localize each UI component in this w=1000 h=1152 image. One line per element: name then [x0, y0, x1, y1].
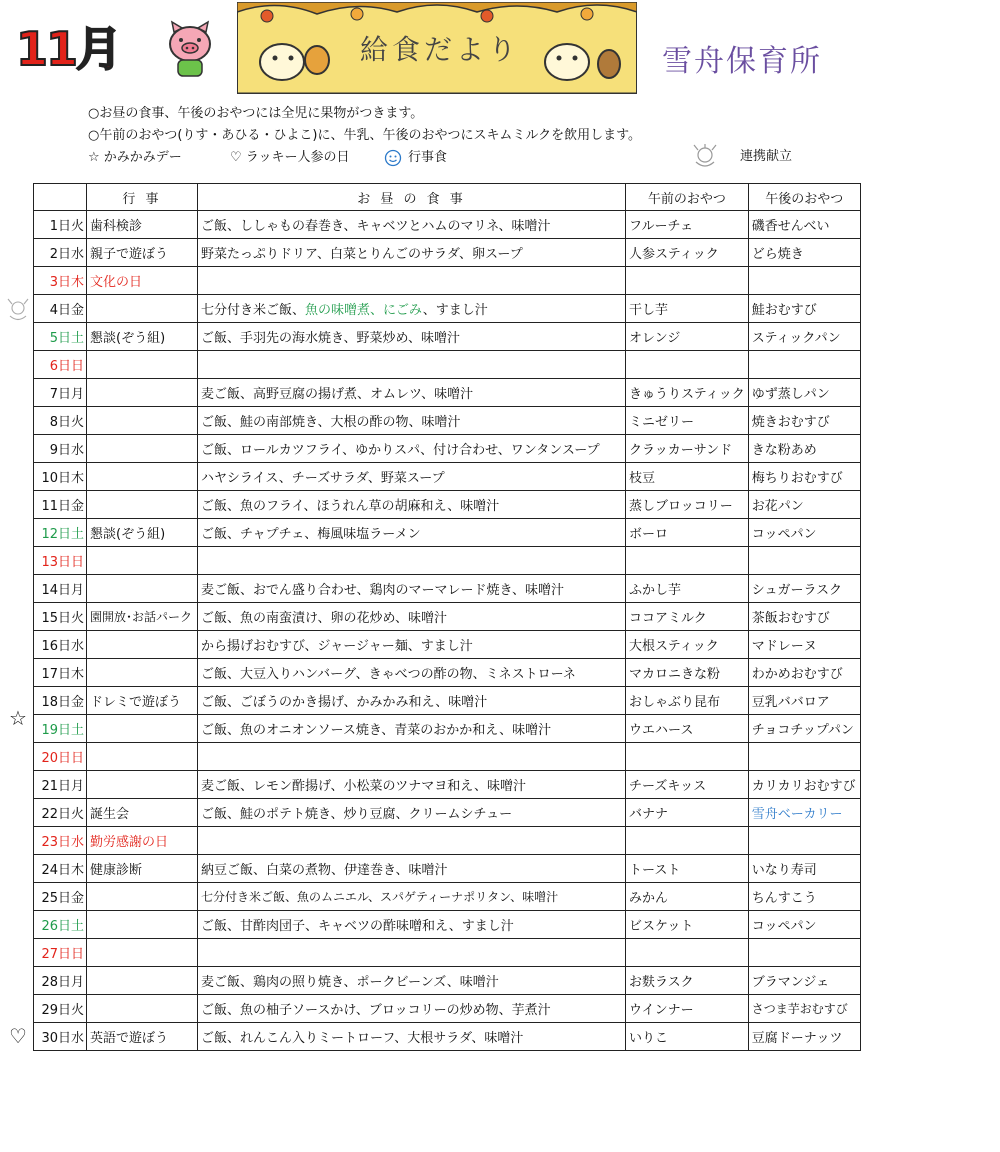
table-row: [34, 743, 861, 771]
event-cell: 誕生会: [87, 799, 198, 827]
lunch-cell: [198, 295, 626, 323]
event-cell: 英語で遊ぼう: [87, 1023, 198, 1051]
legend-renkei: [690, 144, 792, 170]
lunch-cell: 麦ご飯、レモン酢揚げ、小松菜のツナマヨ和え、味噌汁: [198, 771, 626, 799]
lunch-cell: ご飯、大豆入りハンバーグ、きゃべつの酢の物、ミネストローネ: [198, 659, 626, 687]
event-cell: [87, 491, 198, 519]
am-snack-cell: [626, 547, 749, 575]
pm-snack-cell: [748, 827, 860, 855]
am-snack-cell: 枝豆: [626, 463, 749, 491]
am-snack-cell: トースト: [626, 855, 749, 883]
renkei-marker-icon: [6, 296, 30, 324]
am-snack-cell: オレンジ: [626, 323, 749, 351]
legend-lucky: [230, 148, 350, 168]
pm-snack-cell: わかめおむすび: [748, 659, 860, 687]
day-cell: 21日月: [34, 771, 87, 799]
pm-snack-cell: 豆乳ババロア: [748, 687, 860, 715]
table-row: [34, 855, 861, 883]
am-snack-cell: [626, 743, 749, 771]
pm-snack-cell: コッペパン: [748, 911, 860, 939]
day-cell: 8日火: [34, 407, 87, 435]
day-cell: 17日木: [34, 659, 87, 687]
lunch-cell: から揚げおむすび、ジャージャー麺、すまし汁: [198, 631, 626, 659]
pm-snack-cell: 焼きおむすび: [748, 407, 860, 435]
newsletter-banner: [237, 2, 637, 94]
lunch-part: 七分付き米ご飯、: [201, 303, 306, 318]
day-cell: 14日月: [34, 575, 87, 603]
lunch-part-highlight: 魚の味噌煮、にごみ: [305, 303, 423, 318]
lunch-part: 、すまし汁: [422, 303, 488, 318]
pm-snack-cell: 豆腐ドーナッツ: [748, 1023, 860, 1051]
table-row: [34, 519, 861, 547]
event-cell: [87, 883, 198, 911]
event-cell: [87, 379, 198, 407]
lunch-cell: [198, 547, 626, 575]
pm-snack-cell: カリカリおむすび: [748, 771, 860, 799]
am-snack-cell: [626, 267, 749, 295]
day-cell: 22日火: [34, 799, 87, 827]
day-cell: 23日水: [34, 827, 87, 855]
table-row: [34, 967, 861, 995]
pm-snack-cell: チョコチップパン: [748, 715, 860, 743]
am-snack-cell: 干し芋: [626, 295, 749, 323]
table-row: [34, 239, 861, 267]
event-cell: 文化の日: [87, 267, 198, 295]
table-row: [34, 911, 861, 939]
day-cell: 10日木: [34, 463, 87, 491]
table-header-row: [34, 184, 861, 211]
table-row: [34, 211, 861, 239]
table-row: [34, 771, 861, 799]
day-cell: 28日月: [34, 967, 87, 995]
pm-snack-cell: 磯香せんべい: [748, 211, 860, 239]
event-cell: 歯科検診: [87, 211, 198, 239]
pm-snack-cell: シュガーラスク: [748, 575, 860, 603]
pm-snack-cell: スティックパン: [748, 323, 860, 351]
legend-renkei-label: 連携献立: [740, 149, 793, 164]
am-snack-cell: チーズキッス: [626, 771, 749, 799]
lunch-cell: ご飯、甘酢肉団子、キャベツの酢味噌和え、すまし汁: [198, 911, 626, 939]
day-cell: 29日火: [34, 995, 87, 1023]
event-cell: [87, 967, 198, 995]
am-snack-cell: きゅうりスティック: [626, 379, 749, 407]
event-cell: [87, 911, 198, 939]
lunch-cell: ご飯、魚のオニオンソース焼き、青菜のおかか和え、味噌汁: [198, 715, 626, 743]
day-cell: 16日水: [34, 631, 87, 659]
pm-snack-cell: ゆず蒸しパン: [748, 379, 860, 407]
am-snack-cell: ボーロ: [626, 519, 749, 547]
am-snack-cell: [626, 351, 749, 379]
day-cell: 12日土: [34, 519, 87, 547]
am-snack-cell: クラッカーサンド: [626, 435, 749, 463]
smiley-icon: [384, 149, 402, 167]
lunch-cell: ご飯、鮭のポテト焼き、炒り豆腐、クリームシチュー: [198, 799, 626, 827]
table-row: [34, 687, 861, 715]
day-cell: 4日金: [34, 295, 87, 323]
table-row: [34, 799, 861, 827]
am-snack-cell: 蒸しブロッコリー: [626, 491, 749, 519]
table-row: [34, 267, 861, 295]
day-cell: 15日火: [34, 603, 87, 631]
note-milk: ○午前のおやつ(りす・あひる・ひよこ)に、牛乳、午後のおやつにスキムミルクを飲用します。: [88, 128, 642, 143]
lunch-cell: 七分付き米ご飯、魚のムニエル、スパゲティーナポリタン、味噌汁: [198, 883, 626, 911]
day-cell: 18日金: [34, 687, 87, 715]
event-cell: [87, 463, 198, 491]
am-snack-cell: お麩ラスク: [626, 967, 749, 995]
day-cell: 2日水: [34, 239, 87, 267]
table-row: [34, 603, 861, 631]
pm-snack-cell: マドレーヌ: [748, 631, 860, 659]
event-cell: [87, 659, 198, 687]
table-row: [34, 435, 861, 463]
day-cell: 11日金: [34, 491, 87, 519]
pm-snack-cell: [748, 267, 860, 295]
pm-snack-cell: 梅ちりおむすび: [748, 463, 860, 491]
table-row: [34, 295, 861, 323]
event-cell: [87, 575, 198, 603]
pm-snack-cell: さつま芋おむすび: [748, 995, 860, 1023]
pm-snack-cell: [748, 939, 860, 967]
pm-snack-cell: [748, 351, 860, 379]
table-row: [34, 883, 861, 911]
event-cell: 健康診断: [87, 855, 198, 883]
am-snack-cell: 大根スティック: [626, 631, 749, 659]
note-fruit: ○お昼の食事、午後のおやつには全児に果物がつきます。: [88, 106, 424, 121]
pm-snack-cell: いなり寿司: [748, 855, 860, 883]
day-cell: 24日木: [34, 855, 87, 883]
event-cell: 懇談(ぞう組): [87, 323, 198, 351]
lunch-cell: ご飯、魚のフライ、ほうれん草の胡麻和え、味噌汁: [198, 491, 626, 519]
day-cell: 27日日: [34, 939, 87, 967]
lunch-cell: ご飯、ロールカツフライ、ゆかりスパ、付け合わせ、ワンタンスープ: [198, 435, 626, 463]
day-cell: 30日水: [34, 1023, 87, 1051]
table-row: [34, 323, 861, 351]
lunch-cell: [198, 939, 626, 967]
banner-title: 給食だより: [359, 33, 520, 66]
event-cell: [87, 435, 198, 463]
lunch-cell: [198, 743, 626, 771]
event-cell: ドレミで遊ぼう: [87, 687, 198, 715]
day-cell: 5日土: [34, 323, 87, 351]
event-cell: [87, 351, 198, 379]
header-am-snack: 午前のおやつ: [626, 184, 749, 211]
day-cell: 26日土: [34, 911, 87, 939]
table-row: [34, 575, 861, 603]
legend-event-meal-label: 行事食: [408, 150, 448, 165]
month-logo: [16, 18, 206, 88]
table-row: [34, 1023, 861, 1051]
event-cell: [87, 631, 198, 659]
table-row: [34, 351, 861, 379]
am-snack-cell: ビスケット: [626, 911, 749, 939]
legend-kamikami: [88, 148, 182, 168]
event-cell: 懇談(ぞう組): [87, 519, 198, 547]
lunch-cell: 野菜たっぷりドリア、白菜とりんごのサラダ、卵スープ: [198, 239, 626, 267]
menu-table: [33, 183, 861, 1051]
lunch-cell: 納豆ご飯、白菜の煮物、伊達巻き、味噌汁: [198, 855, 626, 883]
lunch-cell: [198, 267, 626, 295]
lunch-cell: ご飯、れんこん入りミートローフ、大根サラダ、味噌汁: [198, 1023, 626, 1051]
kamikami-star-marker: ☆: [9, 706, 27, 730]
legend-kamikami-label: ☆ かみかみデー: [88, 150, 182, 165]
lunch-cell: [198, 827, 626, 855]
day-cell: 6日日: [34, 351, 87, 379]
pm-snack-cell: 雪舟ベーカリー: [748, 799, 860, 827]
renkei-character-icon: [690, 144, 720, 170]
pm-snack-cell: [748, 743, 860, 771]
event-cell: [87, 715, 198, 743]
header-lunch: お 昼 の 食 事: [198, 184, 626, 211]
am-snack-cell: バナナ: [626, 799, 749, 827]
am-snack-cell: みかん: [626, 883, 749, 911]
am-snack-cell: マカロニきな粉: [626, 659, 749, 687]
day-cell: 7日月: [34, 379, 87, 407]
lunch-cell: ご飯、ししゃもの春巻き、キャベツとハムのマリネ、味噌汁: [198, 211, 626, 239]
lunch-cell: ご飯、魚の南蛮漬け、卵の花炒め、味噌汁: [198, 603, 626, 631]
lunch-cell: 麦ご飯、鶏肉の照り焼き、ポークビーンズ、味噌汁: [198, 967, 626, 995]
day-cell: 19日土: [34, 715, 87, 743]
pm-snack-cell: 鮭おむすび: [748, 295, 860, 323]
header-event: 行 事: [87, 184, 198, 211]
event-cell: [87, 743, 198, 771]
event-cell: 親子で遊ぼう: [87, 239, 198, 267]
event-cell: [87, 771, 198, 799]
pm-snack-cell: きな粉あめ: [748, 435, 860, 463]
am-snack-cell: [626, 827, 749, 855]
table-row: [34, 995, 861, 1023]
lunch-cell: ハヤシライス、チーズサラダ、野菜スープ: [198, 463, 626, 491]
event-cell: [87, 995, 198, 1023]
am-snack-cell: ウインナー: [626, 995, 749, 1023]
table-row: [34, 715, 861, 743]
table-row: [34, 631, 861, 659]
am-snack-cell: フルーチェ: [626, 211, 749, 239]
lunch-cell: ご飯、チャプチェ、梅風味塩ラーメン: [198, 519, 626, 547]
event-cell: [87, 547, 198, 575]
event-cell: 園開放･お話パーク: [87, 603, 198, 631]
am-snack-cell: ココアミルク: [626, 603, 749, 631]
day-cell: 3日木: [34, 267, 87, 295]
pm-snack-cell: 茶飯おむすび: [748, 603, 860, 631]
lunch-cell: ご飯、魚の柚子ソースかけ、ブロッコリーの炒め物、芋煮汁: [198, 995, 626, 1023]
am-snack-cell: ふかし芋: [626, 575, 749, 603]
table-row: [34, 491, 861, 519]
event-cell: 勤労感謝の日: [87, 827, 198, 855]
table-row: [34, 939, 861, 967]
day-cell: 9日水: [34, 435, 87, 463]
lunch-cell: ご飯、ごぼうのかき揚げ、かみかみ和え、味噌汁: [198, 687, 626, 715]
am-snack-cell: [626, 939, 749, 967]
am-snack-cell: いりこ: [626, 1023, 749, 1051]
header-day: [34, 184, 87, 211]
pm-snack-cell: コッペパン: [748, 519, 860, 547]
am-snack-cell: ミニゼリー: [626, 407, 749, 435]
lunch-cell: 麦ご飯、おでん盛り合わせ、鶏肉のマーマレード焼き、味噌汁: [198, 575, 626, 603]
am-snack-cell: 人参スティック: [626, 239, 749, 267]
pm-snack-cell: [748, 547, 860, 575]
day-cell: 13日日: [34, 547, 87, 575]
pm-snack-cell: お花パン: [748, 491, 860, 519]
lunch-cell: 麦ご飯、高野豆腐の揚げ煮、オムレツ、味噌汁: [198, 379, 626, 407]
day-cell: 1日火: [34, 211, 87, 239]
header-pm-snack: 午後のおやつ: [748, 184, 860, 211]
table-row: [34, 379, 861, 407]
school-name: 雪舟保育所: [662, 44, 822, 79]
day-cell: 25日金: [34, 883, 87, 911]
pm-snack-cell: ブラマンジェ: [748, 967, 860, 995]
event-cell: [87, 295, 198, 323]
pm-snack-cell: どら焼き: [748, 239, 860, 267]
table-row: [34, 547, 861, 575]
table-row: [34, 407, 861, 435]
lucky-heart-marker: ♡: [9, 1024, 27, 1048]
event-cell: [87, 939, 198, 967]
pm-snack-cell: ちんすこう: [748, 883, 860, 911]
am-snack-cell: ウエハース: [626, 715, 749, 743]
lunch-cell: [198, 351, 626, 379]
month-title: 11月: [16, 22, 121, 76]
table-row: [34, 463, 861, 491]
legend-event-meal: [384, 148, 447, 168]
am-snack-cell: おしゃぶり昆布: [626, 687, 749, 715]
pig-character-icon: [164, 18, 216, 80]
legend-lucky-label: ♡ ラッキー人参の日: [230, 150, 350, 165]
lunch-cell: ご飯、鮭の南部焼き、大根の酢の物、味噌汁: [198, 407, 626, 435]
table-row: [34, 827, 861, 855]
day-cell: 20日日: [34, 743, 87, 771]
event-cell: [87, 407, 198, 435]
lunch-cell: ご飯、手羽先の海水焼き、野菜炒め、味噌汁: [198, 323, 626, 351]
table-row: [34, 659, 861, 687]
